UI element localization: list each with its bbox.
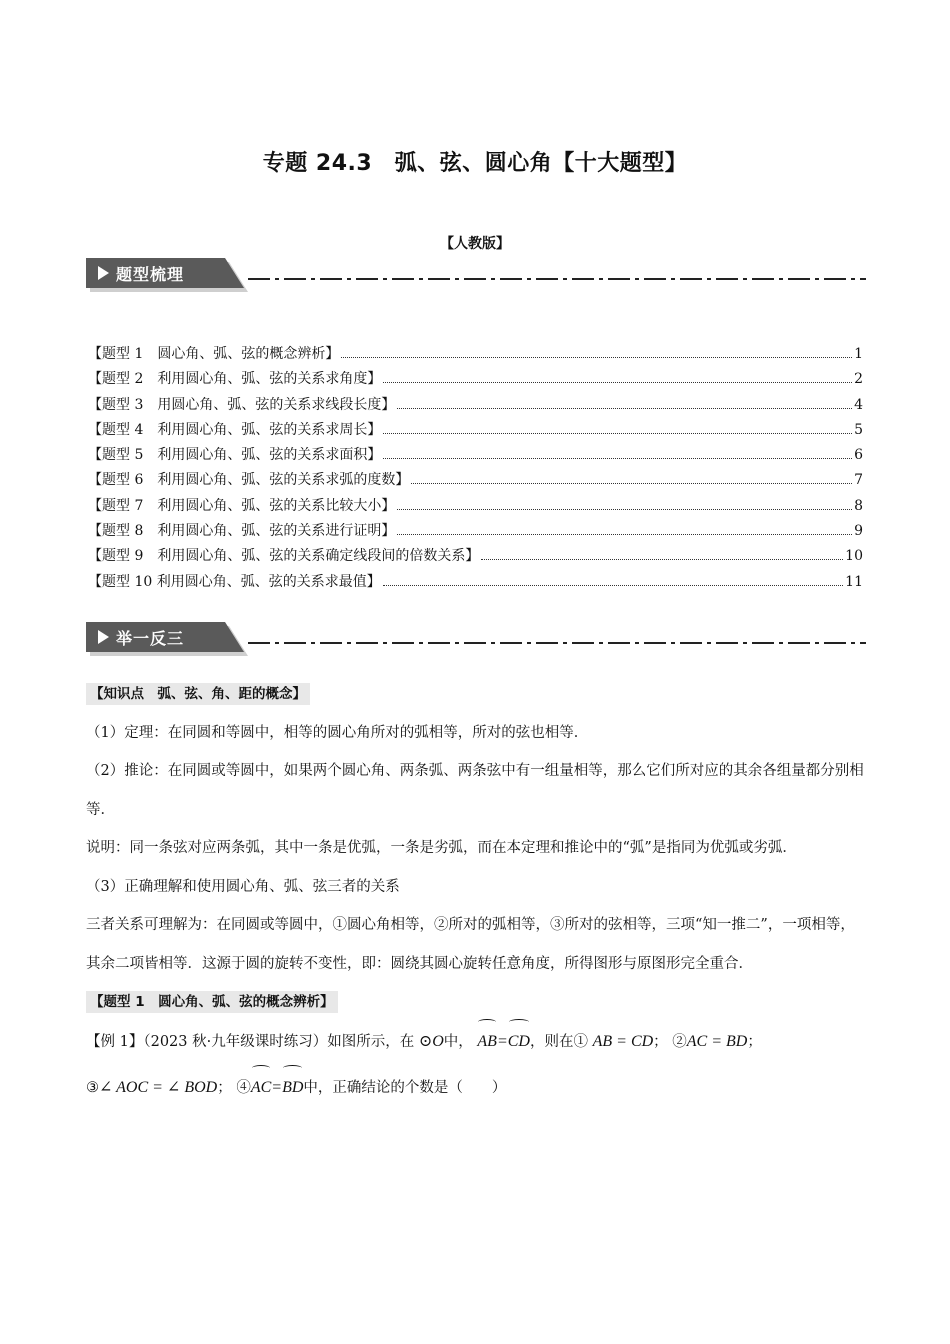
toc-entry-title: 【题型 4 利用圆心角、弧、弦的关系求周长】 bbox=[88, 421, 382, 438]
toc-page-number: 11 bbox=[845, 573, 863, 590]
toc-page-number: 10 bbox=[845, 548, 863, 565]
example-1 bbox=[86, 1022, 866, 1062]
toc-leader-dots bbox=[481, 547, 843, 560]
toc-entry[interactable] bbox=[88, 571, 863, 596]
knowledge-note: 说明：同一条弦对应两条弧，其中一条是优弧，一条是劣弧，而在本定理和推论中的“弧”是指同为优弧或劣弧． bbox=[86, 840, 797, 856]
toc-leader-dots bbox=[383, 573, 843, 586]
toc-entry[interactable] bbox=[88, 469, 863, 494]
arc-bd: BD bbox=[282, 1068, 303, 1108]
play-triangle-icon bbox=[98, 630, 109, 644]
toc-page-number: 2 bbox=[854, 371, 863, 388]
type1-heading: 【题型 1 圆心角、弧、弦的概念辨析】 bbox=[86, 991, 338, 1013]
toc-leader-dots bbox=[397, 522, 852, 535]
toc-leader-dots bbox=[383, 370, 852, 383]
option-2-number: ② bbox=[672, 1033, 687, 1050]
dash-dot-rule bbox=[248, 642, 866, 644]
example-label: 【例 1】 bbox=[86, 1033, 144, 1050]
toc-leader-dots bbox=[397, 396, 852, 409]
page-title: 专题 24.3 弧、弦、圆心角【十大题型】 bbox=[262, 151, 688, 176]
arc-cd: CD bbox=[508, 1022, 530, 1062]
option-2: AC = BD bbox=[686, 1032, 748, 1050]
toc-page-number: 5 bbox=[854, 421, 863, 438]
toc-page-number: 6 bbox=[854, 447, 863, 464]
banner-label: 举一反三 bbox=[116, 629, 185, 648]
question-tail: 中，正确结论的个数是（ ） bbox=[303, 1079, 507, 1096]
dash-dot-rule bbox=[248, 278, 866, 280]
knowledge-relation-text: 三者关系可理解为：在同圆或等圆中，①圆心角相等，②所对的弧相等，③所对的弦相等，三项“知一推二”，一项相等，其余二项皆相等．这源于圆的旋转不变性，即：圆绕其圆心旋转任意角度，所得图形与原图形完全重合． bbox=[86, 917, 855, 972]
toc-entry-title: 【题型 6 利用圆心角、弧、弦的关系求弧的度数】 bbox=[88, 472, 410, 489]
example-source: （2023 秋·九年级课时练习）如图所示，在 bbox=[143, 1033, 415, 1050]
example-text: 中， bbox=[443, 1033, 473, 1050]
toc-entry-title: 【题型 3 用圆心角、弧、弦的关系求线段长度】 bbox=[88, 396, 396, 413]
separator: ； bbox=[217, 1079, 232, 1096]
knowledge-corollary: （2）推论：在同圆或等圆中，如果两个圆心角、两条弧、两条弦中有一组量相等，那么它们所对应的其余各组量都分别相等． bbox=[86, 763, 864, 818]
separator: ； bbox=[747, 1033, 762, 1050]
knowledge-heading: 【知识点 弧、弦、角、距的概念】 bbox=[86, 683, 310, 705]
toc-entry-title: 【题型 1 圆心角、弧、弦的概念辨析】 bbox=[88, 346, 340, 362]
edition-label: 【人教版】 bbox=[440, 236, 510, 252]
table-of-contents bbox=[88, 343, 863, 596]
arc-ac: AC bbox=[251, 1068, 271, 1108]
toc-page-number: 7 bbox=[854, 472, 863, 489]
toc-page-number: 9 bbox=[854, 523, 863, 540]
toc-entry[interactable] bbox=[88, 343, 863, 368]
toc-leader-dots bbox=[411, 471, 852, 484]
knowledge-theorem: （1）定理：在同圆和等圆中，相等的圆心角所对的弧相等，所对的弦也相等． bbox=[86, 724, 589, 741]
toc-leader-dots bbox=[397, 497, 852, 510]
option-1: AB = CD bbox=[592, 1032, 654, 1050]
toc-leader-dots bbox=[383, 421, 852, 434]
play-triangle-icon bbox=[98, 266, 109, 280]
option-3: ∠ AOC = ∠ BOD bbox=[99, 1078, 218, 1096]
toc-entry[interactable] bbox=[88, 368, 863, 393]
toc-entry[interactable] bbox=[88, 444, 863, 469]
toc-entry[interactable] bbox=[88, 419, 863, 444]
knowledge-relation-title: （3）正确理解和使用圆心角、弧、弦三者的关系 bbox=[86, 878, 400, 895]
option-4-number: ④ bbox=[236, 1079, 251, 1096]
toc-entry[interactable] bbox=[88, 394, 863, 419]
banner-label: 题型梳理 bbox=[116, 265, 185, 284]
toc-entry-title: 【题型 2 利用圆心角、弧、弦的关系求角度】 bbox=[88, 371, 382, 388]
toc-leader-dots bbox=[341, 345, 852, 358]
arc-ab: AB bbox=[477, 1022, 497, 1062]
toc-entry-title: 【题型 9 利用圆心角、弧、弦的关系确定线段间的倍数关系】 bbox=[88, 548, 480, 565]
toc-entry-title: 【题型 5 利用圆心角、弧、弦的关系求面积】 bbox=[88, 447, 382, 464]
equals-sign: = bbox=[496, 1032, 508, 1050]
toc-entry-title: 【题型 10 利用圆心角、弧、弦的关系求最值】 bbox=[88, 573, 381, 590]
section-banner-examples bbox=[86, 622, 866, 658]
equals-sign: = bbox=[271, 1078, 283, 1096]
knowledge-section bbox=[86, 675, 866, 1108]
toc-entry[interactable] bbox=[88, 495, 863, 520]
section-banner-types bbox=[86, 258, 866, 294]
toc-entry[interactable] bbox=[88, 520, 863, 545]
toc-leader-dots bbox=[383, 446, 852, 459]
circle-o: ⊙O bbox=[418, 1032, 444, 1050]
toc-page-number: 1 bbox=[854, 346, 863, 362]
toc-entry-title: 【题型 8 利用圆心角、弧、弦的关系进行证明】 bbox=[88, 523, 396, 540]
example-1-cont bbox=[86, 1068, 866, 1108]
toc-entry-title: 【题型 7 利用圆心角、弧、弦的关系比较大小】 bbox=[88, 497, 396, 514]
separator: ； bbox=[653, 1033, 668, 1050]
option-3-number: ③ bbox=[86, 1079, 99, 1096]
example-text: ，则在① bbox=[529, 1033, 588, 1050]
toc-page-number: 4 bbox=[854, 396, 863, 413]
toc-page-number: 8 bbox=[854, 497, 863, 514]
toc-entry[interactable] bbox=[88, 545, 863, 570]
